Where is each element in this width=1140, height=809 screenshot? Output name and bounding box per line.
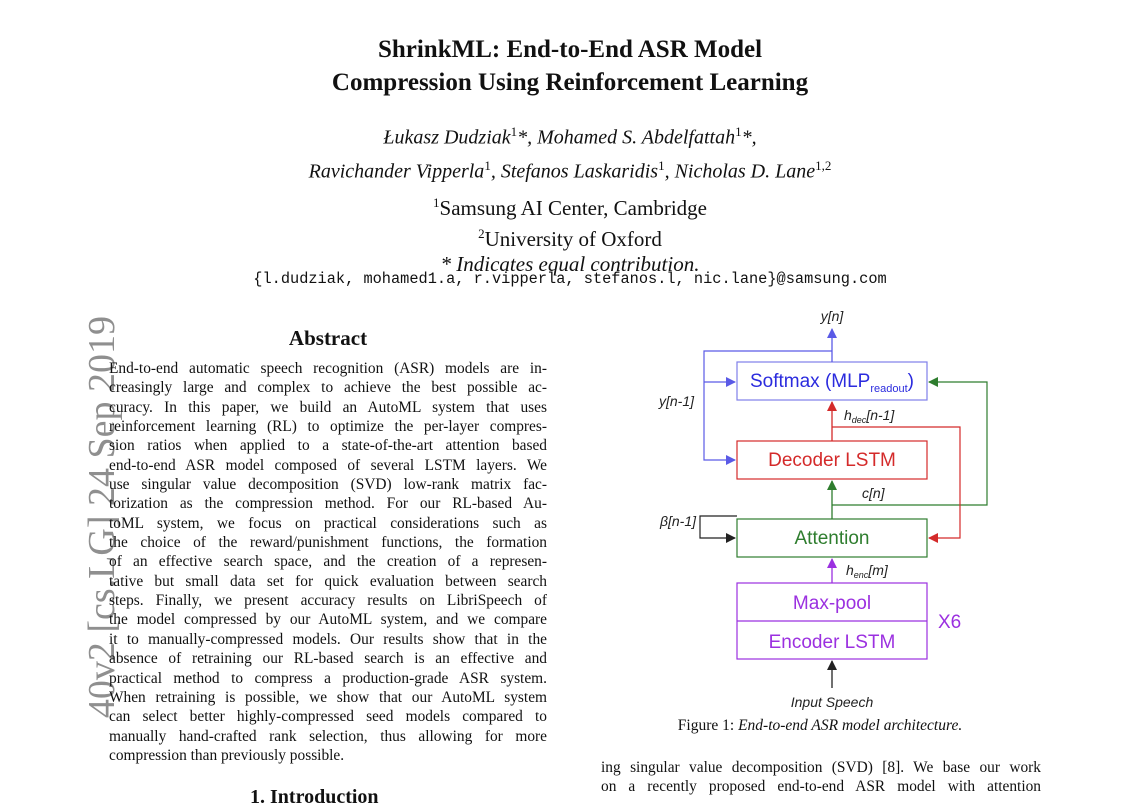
abstract-line: the model compressed by our AutoML system, and we compare xyxy=(109,611,547,629)
abstract-line: tative but small data set for quick evaluation between search xyxy=(109,572,547,590)
beta-label: β[n-1] xyxy=(659,513,696,529)
author-name: Stefanos Laskaridis xyxy=(500,160,659,183)
section-heading-introduction: 1. Introduction xyxy=(250,786,379,808)
author-sup: 1 xyxy=(484,157,491,173)
affiliation-sup: 1 xyxy=(433,195,440,210)
abstract-line: steps. Finally, we present accuracy results on LibriSpeech of xyxy=(109,592,547,610)
body-line: on a recently proposed end-to-end ASR model with attention xyxy=(601,778,1041,796)
title-line-1: ShrinkML: End-to-End ASR Model xyxy=(377,36,763,63)
column-2-body xyxy=(601,758,1041,797)
abstract-line: it to manually-compressed models. Our results show that in the xyxy=(109,630,547,648)
author-name: Łukasz Dudziak xyxy=(383,126,511,149)
input-speech-label: Input Speech xyxy=(790,694,874,710)
author-name: Nicholas D. Lane xyxy=(674,160,816,183)
abstract-line: practical method to compress a production-grade ASR system. xyxy=(109,669,547,687)
author-sup: 1,2 xyxy=(815,157,832,173)
abstract-line: curacy. In this paper, we build an AutoML system that uses xyxy=(109,398,547,416)
author-mark: , xyxy=(490,160,501,183)
equal-contribution-note: * Indicates equal contribution. xyxy=(440,252,700,276)
abstract-heading: Abstract xyxy=(288,326,368,350)
author-mark: , xyxy=(664,160,675,183)
abstract-line: manually hand-crafted rank selection, thus allowing for more xyxy=(109,727,547,745)
author-sup: 1 xyxy=(735,124,742,139)
author-sup: 1 xyxy=(658,157,665,173)
author-name: Mohamed S. Abdelfattah xyxy=(537,126,736,149)
abstract-line: absence of retraining our RL-based search is an effective and xyxy=(109,650,547,668)
affiliation-name: Samsung AI Center, Cambridge xyxy=(439,196,707,220)
abstract-body xyxy=(109,359,547,765)
architecture-diagram xyxy=(640,305,1020,717)
h-enc-label: $h_{enc}[m]$ xyxy=(846,562,888,580)
affiliation-name: University of Oxford xyxy=(484,227,662,251)
abstract-line: toML system, we focus on practical considerations such as xyxy=(109,514,547,532)
encoder-label: Encoder LSTM xyxy=(768,632,896,653)
x6-label: X6 xyxy=(938,612,962,633)
beta-loop-line xyxy=(700,516,737,538)
abstract-line: can select better highly-compressed seed models compared to xyxy=(109,708,547,726)
abstract-line: end-to-end ASR model composed of several LSTM layers. We xyxy=(109,456,547,474)
abstract-line: When retraining is possible, we show that our AutoML system xyxy=(109,688,547,706)
title-line-2: Compression Using Reinforcement Learning xyxy=(331,69,809,96)
affiliation-1 xyxy=(0,190,1140,221)
affiliations xyxy=(0,190,1140,277)
affiliation-2 xyxy=(0,221,1140,252)
figure-caption xyxy=(600,717,1040,735)
decoder-label: Decoder LSTM xyxy=(768,450,896,471)
figure-caption-text: End-to-end ASR model architecture. xyxy=(738,717,963,734)
author-line-1 xyxy=(0,118,1140,152)
abstract-line: creasingly large and complex to achieve the best possible ac- xyxy=(109,379,547,397)
h-dec-label: $h_{dec}[n-1]$ xyxy=(844,407,895,425)
abstract-line: End-to-end automatic speech recognition (ASR) models are in- xyxy=(109,360,547,377)
author-mark: *, xyxy=(741,126,757,149)
abstract-line: use singular value decomposition (SVD) low-rank matrix fac- xyxy=(109,476,547,494)
author-mark: *, xyxy=(517,126,538,149)
paper-title xyxy=(0,33,1140,99)
author-name: Ravichander Vipperla xyxy=(308,160,485,183)
c-n-label: c[n] xyxy=(862,485,885,501)
abstract-line: reinforcement learning (RL) to optimize the per-layer compres- xyxy=(109,418,547,436)
softmax-label: Softmax $(MLP_{readout})$ xyxy=(749,371,915,395)
author-line-2 xyxy=(0,152,1140,186)
abstract-line: compression than previously possible. xyxy=(109,746,345,764)
y-n1-label: y[n-1] xyxy=(658,393,694,409)
author-list xyxy=(0,118,1140,185)
author-sup: 1 xyxy=(510,124,518,139)
figure-caption-prefix: Figure 1: xyxy=(677,717,739,734)
affiliation-sup: 2 xyxy=(478,226,485,241)
abstract-line: torization as the compression method. For our RL-based Au- xyxy=(109,495,547,513)
attention-label: Attention xyxy=(794,528,870,549)
abstract-line: of an effective search space, and the creation of a represen- xyxy=(109,553,547,571)
y-n-label: y[n] xyxy=(820,308,844,324)
maxpool-label: Max-pool xyxy=(792,593,872,614)
body-line: ing singular value decomposition (SVD) [8]. We base our work xyxy=(601,759,1041,776)
abstract-line: the choice of the reward/punishment functions, the formation xyxy=(109,534,547,552)
arxiv-stamp: 40v2 [cs.LG] 24 Sep 2019 xyxy=(81,316,123,719)
author-emails: {l.dudziak, mohamed1.a, r.vipperla, stefanos.l, nic.lane}@samsung.com xyxy=(253,270,887,288)
abstract-line: sion ratios when applied to a state-of-the-art attention based xyxy=(109,437,547,455)
